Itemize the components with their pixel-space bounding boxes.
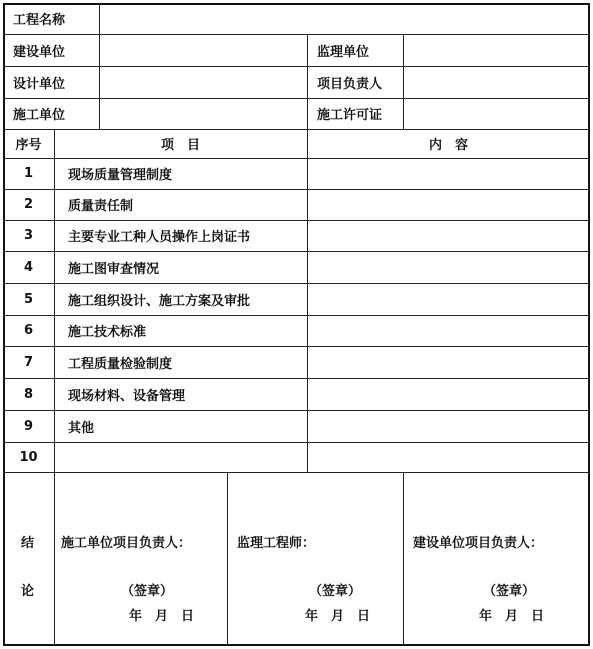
builder-row (3, 34, 590, 66)
project-name-field[interactable] (99, 3, 590, 34)
table-row (3, 346, 590, 378)
row-number: 6 (23, 323, 34, 338)
builder-manager-signature[interactable]: 建设单位项目负责人： (413, 536, 544, 551)
grid-line (3, 378, 590, 379)
table-row (3, 251, 590, 283)
builder-field[interactable] (99, 34, 307, 66)
builder-date[interactable]: 年 月 日 (479, 609, 545, 624)
row-item: 质量责任制 (68, 199, 134, 214)
table-row (3, 315, 590, 346)
grid-line (3, 251, 590, 252)
grid-line (3, 158, 590, 159)
row-content-field[interactable] (307, 189, 590, 220)
row-content-field[interactable] (307, 346, 590, 378)
col-no-header: 序号 (15, 138, 42, 153)
row-content-field[interactable] (307, 315, 590, 346)
row-content-field[interactable] (307, 220, 590, 251)
col-item-header: 项 目 (160, 138, 200, 153)
builder-label: 建设单位 (13, 44, 66, 60)
supervisor-field[interactable] (403, 34, 590, 66)
project-name-label: 工程名称 (13, 13, 66, 28)
grid-line (54, 129, 55, 646)
grid-line (3, 472, 590, 473)
contractor-date[interactable]: 年 月 日 (129, 609, 195, 624)
table-row (3, 378, 590, 410)
row-item: 现场质量管理制度 (68, 168, 173, 183)
row-content-field[interactable] (307, 251, 590, 283)
grid-line (307, 34, 308, 472)
row-number: 4 (23, 259, 34, 275)
supervising-engineer-signature[interactable]: 监理工程师： (237, 536, 316, 551)
grid-line (3, 129, 590, 130)
contractor-label: 施工单位 (13, 108, 66, 123)
row-item: 施工图审查情况 (68, 261, 160, 277)
grid-line (3, 34, 590, 35)
conclusion-label-bottom: 论 (21, 584, 35, 599)
supervisor-seal: （签章） (309, 584, 362, 599)
permit-field[interactable] (403, 98, 590, 129)
supervisor-date[interactable]: 年 月 日 (305, 609, 371, 624)
grid-line (403, 34, 404, 129)
table-row (3, 220, 590, 251)
supervisor-label: 监理单位 (317, 44, 370, 60)
table-row (3, 189, 590, 220)
row-number: 2 (23, 197, 34, 212)
grid-line (3, 315, 590, 316)
permit-label: 施工许可证 (317, 108, 383, 123)
row-item: 主要专业工种人员操作上岗证书 (68, 230, 251, 245)
grid-line (3, 98, 590, 99)
contractor-manager-signature[interactable]: 施工单位项目负责人： (61, 536, 192, 551)
designer-row (3, 66, 590, 98)
row-content-field[interactable] (307, 442, 590, 472)
grid-line (3, 283, 590, 284)
row-number: 7 (23, 354, 34, 370)
grid-line (3, 66, 590, 67)
grid-line (227, 472, 228, 646)
grid-line (3, 220, 590, 221)
table-row (3, 442, 590, 472)
row-content-field[interactable] (307, 410, 590, 442)
row-item: 工程质量检验制度 (68, 356, 173, 372)
contractor-row (3, 98, 590, 129)
builder-seal: （签章） (483, 584, 536, 599)
project-name-row (3, 3, 590, 34)
project-manager-field[interactable] (403, 66, 590, 98)
col-content-header: 内 容 (428, 138, 468, 153)
row-number: 5 (23, 291, 34, 307)
row-item (54, 442, 307, 472)
row-content-field[interactable] (307, 158, 590, 189)
row-item: 施工技术标准 (68, 325, 147, 340)
row-item: 其他 (68, 420, 95, 436)
table-row (3, 410, 590, 442)
table-row (3, 283, 590, 315)
designer-field[interactable] (99, 66, 307, 98)
row-number: 8 (23, 386, 34, 402)
quality-management-check-form (3, 3, 590, 646)
row-item: 现场材料、设备管理 (68, 388, 186, 404)
row-item: 施工组织设计、施工方案及审批 (68, 293, 251, 309)
row-number: 3 (23, 228, 34, 243)
grid-line (3, 346, 590, 347)
row-content-field[interactable] (307, 283, 590, 315)
project-manager-label: 项目负责人 (317, 76, 383, 92)
row-content-field[interactable] (307, 378, 590, 410)
row-number: 9 (23, 418, 34, 434)
grid-line (3, 442, 590, 443)
conclusion-label-top: 结 (21, 536, 35, 551)
grid-line (403, 472, 404, 646)
grid-line (3, 189, 590, 190)
table-row (3, 158, 590, 189)
table-header-row (3, 129, 590, 158)
grid-line (99, 3, 100, 129)
row-number: 10 (19, 449, 38, 465)
conclusion-section (3, 472, 590, 646)
contractor-seal: （签章） (121, 584, 174, 599)
designer-label: 设计单位 (13, 76, 66, 92)
grid-line (3, 410, 590, 411)
row-number: 1 (23, 166, 34, 181)
contractor-field[interactable] (99, 98, 307, 129)
